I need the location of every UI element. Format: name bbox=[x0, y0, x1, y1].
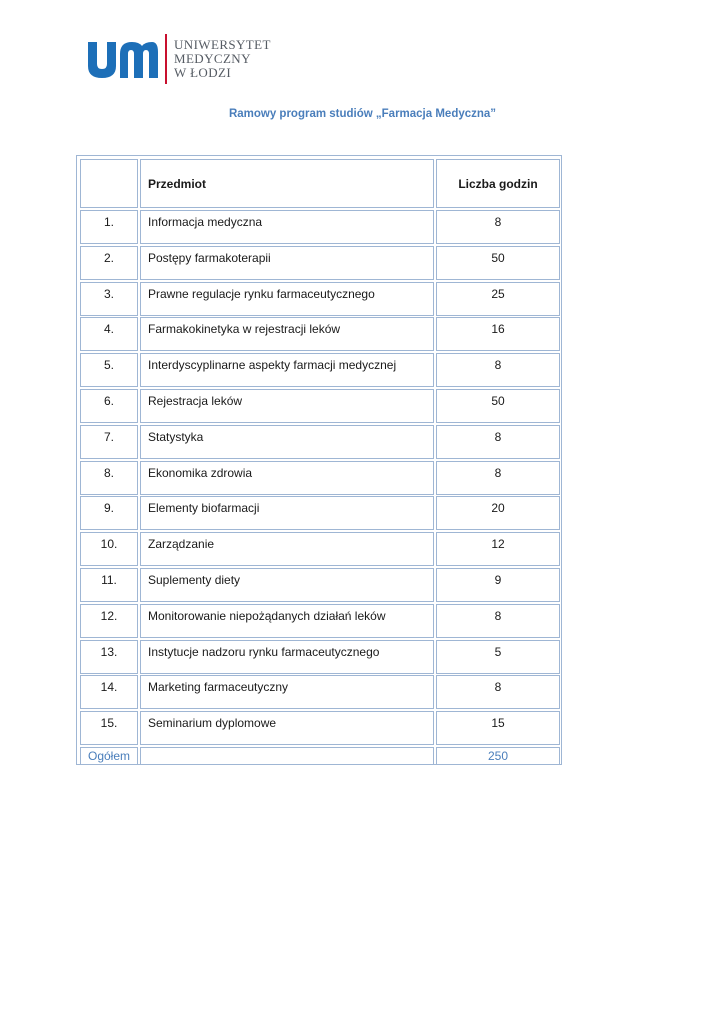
table-row-hours-cell: 16 bbox=[436, 317, 560, 351]
table-row-num-cell: 15. bbox=[80, 711, 138, 745]
table-row-subject-cell: Suplementy diety bbox=[140, 568, 434, 602]
table-row-hours-cell: 8 bbox=[436, 210, 560, 244]
table-row-num-cell: 2. bbox=[80, 246, 138, 280]
table-row-hours-cell: 50 bbox=[436, 246, 560, 280]
logo-divider bbox=[165, 34, 167, 84]
table-row-num-cell: 13. bbox=[80, 640, 138, 674]
university-name-line: W ŁODZI bbox=[174, 65, 232, 80]
university-name-line: MEDYCZNY bbox=[174, 51, 251, 66]
table-total-row-subject-cell bbox=[140, 747, 434, 765]
table-row-num-cell: 14. bbox=[80, 675, 138, 709]
table-row-hours-cell: 50 bbox=[436, 389, 560, 423]
table-row-subject-cell: Postępy farmakoterapii bbox=[140, 246, 434, 280]
university-logo bbox=[88, 34, 288, 86]
table-row-subject-cell: Ekonomika zdrowia bbox=[140, 461, 434, 495]
table-row-hours-cell: 9 bbox=[436, 568, 560, 602]
table-row-hours-cell: 8 bbox=[436, 353, 560, 387]
table-row-num-cell: 9. bbox=[80, 496, 138, 530]
table-row-hours-cell: 8 bbox=[436, 604, 560, 638]
table-row-subject-cell: Zarządzanie bbox=[140, 532, 434, 566]
table-row-num-cell: 5. bbox=[80, 353, 138, 387]
table-total-row-num-cell: Ogółem bbox=[80, 747, 138, 765]
document-title: Ramowy program studiów „Farmacja Medyczna” bbox=[228, 108, 497, 120]
table-header-hours-cell: Liczba godzin bbox=[436, 159, 560, 208]
university-name-line: UNIWERSYTET bbox=[174, 37, 271, 52]
table-row-num-cell: 8. bbox=[80, 461, 138, 495]
table-header-subject-cell: Przedmiot bbox=[140, 159, 434, 208]
table-row-num-cell: 12. bbox=[80, 604, 138, 638]
table-row-num-cell: 3. bbox=[80, 282, 138, 316]
table-row-num-cell: 1. bbox=[80, 210, 138, 244]
table-row-subject-cell: Instytucje nadzoru rynku farmaceutycznego bbox=[140, 640, 434, 674]
table-row-num-cell: 7. bbox=[80, 425, 138, 459]
table-row-subject-cell: Farmakokinetyka w rejestracji leków bbox=[140, 317, 434, 351]
university-name bbox=[174, 38, 271, 80]
table-row-num-cell: 6. bbox=[80, 389, 138, 423]
um-logo-mark-icon bbox=[88, 42, 158, 78]
table-row-hours-cell: 15 bbox=[436, 711, 560, 745]
table-row-subject-cell: Prawne regulacje rynku farmaceutycznego bbox=[140, 282, 434, 316]
table-row-subject-cell: Interdyscyplinarne aspekty farmacji medycznej bbox=[140, 353, 434, 387]
table-row-hours-cell: 8 bbox=[436, 425, 560, 459]
table-row-num-cell: 10. bbox=[80, 532, 138, 566]
table-row-hours-cell: 20 bbox=[436, 496, 560, 530]
table-row-subject-cell: Seminarium dyplomowe bbox=[140, 711, 434, 745]
table-row-subject-cell: Statystyka bbox=[140, 425, 434, 459]
table-header-num-cell bbox=[80, 159, 138, 208]
table-row-num-cell: 4. bbox=[80, 317, 138, 351]
table-row-hours-cell: 8 bbox=[436, 675, 560, 709]
table-row-subject-cell: Rejestracja leków bbox=[140, 389, 434, 423]
table-total-row-hours-cell: 250 bbox=[436, 747, 560, 765]
table-row-hours-cell: 8 bbox=[436, 461, 560, 495]
table-row-hours-cell: 25 bbox=[436, 282, 560, 316]
table-row-num-cell: 11. bbox=[80, 568, 138, 602]
table-row-subject-cell: Elementy biofarmacji bbox=[140, 496, 434, 530]
table-row-subject-cell: Informacja medyczna bbox=[140, 210, 434, 244]
table-row-subject-cell: Monitorowanie niepożądanych działań leków bbox=[140, 604, 434, 638]
table-row-subject-cell: Marketing farmaceutyczny bbox=[140, 675, 434, 709]
curriculum-table bbox=[76, 155, 562, 765]
table-row-hours-cell: 5 bbox=[436, 640, 560, 674]
table-row-hours-cell: 12 bbox=[436, 532, 560, 566]
